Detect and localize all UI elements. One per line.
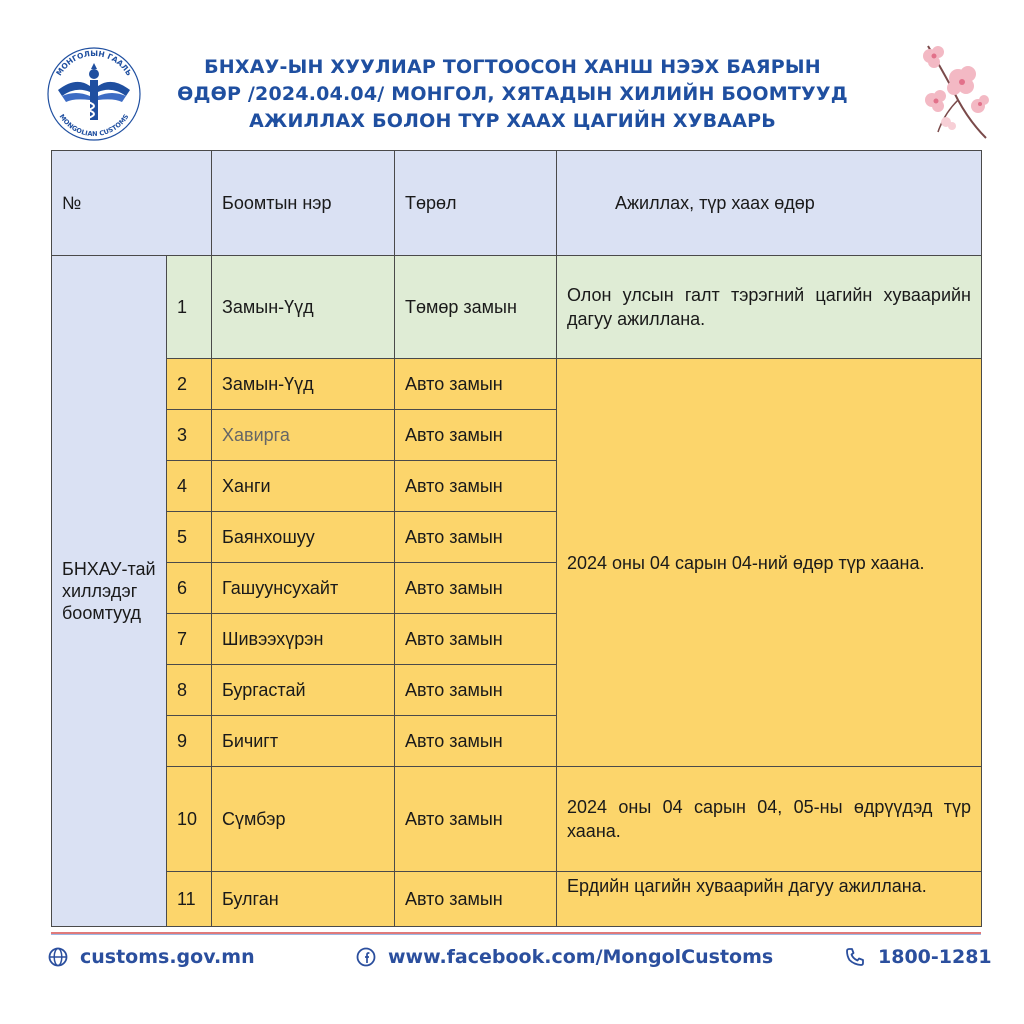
logo-text-top: МОНГОЛЫН ГААЛЬ	[54, 48, 134, 78]
port-type: Авто замын	[395, 716, 557, 767]
row-number: 6	[167, 563, 212, 614]
port-name: Бургастай	[212, 665, 395, 716]
port-name: Гашуунсухайт	[212, 563, 395, 614]
row-number: 7	[167, 614, 212, 665]
header-type: Төрөл	[395, 151, 557, 256]
port-type: Авто замын	[395, 512, 557, 563]
row-number: 4	[167, 461, 212, 512]
row-number: 8	[167, 665, 212, 716]
row-number: 1	[167, 256, 212, 359]
port-type: Авто замын	[395, 410, 557, 461]
logo-text-bottom: MONGOLIAN CUSTOMS	[57, 112, 131, 139]
footer-divider-accent	[51, 934, 981, 935]
table-header-row	[52, 151, 982, 256]
schedule-table	[51, 150, 982, 927]
port-type: Авто замын	[395, 872, 557, 927]
row-number: 5	[167, 512, 212, 563]
table-row	[52, 872, 982, 927]
port-type: Авто замын	[395, 563, 557, 614]
header-port-name: Боомтын нэр	[212, 151, 395, 256]
port-type: Авто замын	[395, 767, 557, 872]
port-note: 2024 оны 04 сарын 04, 05-ны өдрүүдэд түр хаана.	[557, 767, 982, 872]
footer-website[interactable]	[48, 946, 255, 968]
port-name: Бичигт	[212, 716, 395, 767]
title-line-3: АЖИЛЛАХ БОЛОН ТҮР ХААХ ЦАГИЙН ХУВААРЬ	[249, 110, 776, 132]
row-number: 10	[167, 767, 212, 872]
port-type: Авто замын	[395, 614, 557, 665]
port-name: Замын-Үүд	[212, 256, 395, 359]
group-label: БНХАУ-тай хиллэдэг боомтууд	[52, 256, 167, 927]
facebook-icon	[356, 947, 376, 967]
port-type: Авто замын	[395, 665, 557, 716]
customs-logo	[44, 46, 144, 142]
port-name: Замын-Үүд	[212, 359, 395, 410]
phone-icon	[844, 946, 866, 968]
port-name: Булган	[212, 872, 395, 927]
port-name: Хавирга	[212, 410, 395, 461]
title-line-2: ӨДӨР /2024.04.04/ МОНГОЛ, ХЯТАДЫН ХИЛИЙН БООМТУУД	[177, 83, 848, 105]
port-type: Авто замын	[395, 359, 557, 410]
table-row	[52, 256, 982, 359]
port-name: Баянхошуу	[212, 512, 395, 563]
row-number: 3	[167, 410, 212, 461]
cherry-blossom-icon	[908, 40, 994, 144]
port-name: Ханги	[212, 461, 395, 512]
footer-phone[interactable]	[844, 946, 992, 968]
website-link[interactable]: customs.gov.mn	[80, 946, 255, 968]
port-name: Шивээхүрэн	[212, 614, 395, 665]
page-title	[160, 54, 865, 135]
facebook-link[interactable]: www.facebook.com/MongolCustoms	[388, 946, 774, 968]
globe-icon	[48, 947, 68, 967]
title-line-1: БНХАУ-ЫН ХУУЛИАР ТОГТООСОН ХАНШ НЭЭХ БАЯРЫН	[204, 56, 821, 78]
port-name: Сүмбэр	[212, 767, 395, 872]
table-row	[52, 767, 982, 872]
row-number: 9	[167, 716, 212, 767]
port-note: Олон улсын галт тэрэгний цагийн хуваарийн дагуу ажиллана.	[557, 256, 982, 359]
header-action: Ажиллах, түр хаах өдөр	[557, 151, 982, 256]
port-type: Авто замын	[395, 461, 557, 512]
port-type: Төмөр замын	[395, 256, 557, 359]
footer-facebook[interactable]	[356, 946, 773, 968]
table-row	[52, 359, 982, 410]
port-note: 2024 оны 04 сарын 04-ний өдөр түр хаана.	[557, 359, 982, 767]
row-number: 2	[167, 359, 212, 410]
row-number: 11	[167, 872, 212, 927]
phone-number[interactable]: 1800-1281	[878, 946, 992, 968]
port-note: Ердийн цагийн хуваарийн дагуу ажиллана.	[557, 872, 982, 927]
header-number: №	[52, 151, 212, 256]
